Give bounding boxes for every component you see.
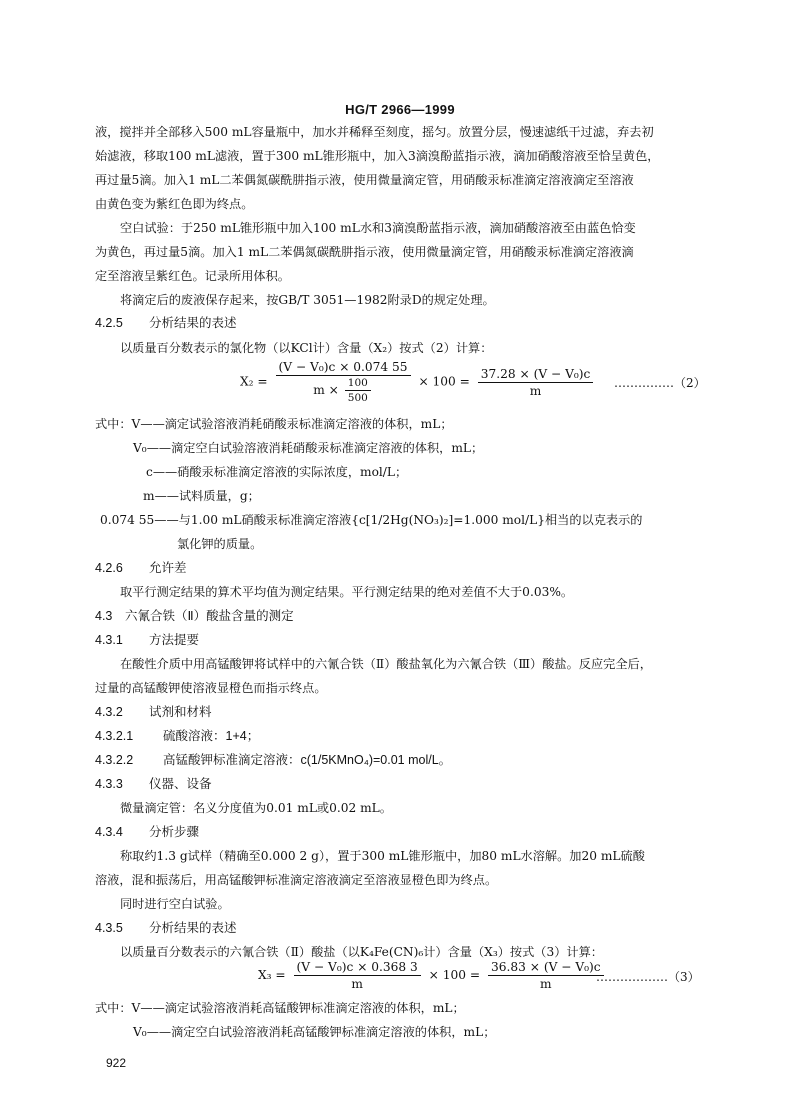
- definition-line: 式中：V——滴定试验溶液消耗高锰酸钾标准滴定溶液的体积，mL；: [95, 1001, 465, 1015]
- definition-line: 式中：V——滴定试验溶液消耗硝酸汞标准滴定溶液的体积，mL；: [95, 417, 453, 431]
- text-line: 将滴定后的废液保存起来，按GB/T 3051—1982附录D的规定处理。: [120, 293, 495, 307]
- definition-line: m——试料质量，g；: [143, 489, 260, 503]
- formula-lhs: X₂ =: [240, 374, 268, 389]
- fraction: $\frac{\text{36.83 × (V − V₀)c}}{m}$: [488, 960, 604, 991]
- section-number: 4.2.5: [95, 316, 123, 330]
- text-line: 在酸性介质中用高锰酸钾将试样中的六氰合铁（Ⅱ）酸盐氧化为六氰合铁（Ⅲ）酸盐。反应完全后，: [120, 657, 652, 671]
- text-line: 液，搅拌并全部移入500 mL容量瓶中，加水并稀释至刻度，摇匀。放置分层，慢速滤纸干过滤，弃去初: [95, 125, 654, 139]
- fraction: $\frac{100}{500}$: [345, 377, 371, 404]
- section-heading-4-2-6: 4.2.6 允许差: [95, 561, 187, 575]
- equation-number: ………………（3）: [596, 970, 700, 984]
- text-line: 始滤液，移取100 mL滤液，置于300 mL锥形瓶中，加入3滴溴酚蓝指示液，滴加硝酸溶液至恰呈黄色，: [95, 149, 660, 163]
- formula-2: X₂ = (V − V₀)c × 0.074 55 m × $\frac{100}{500}$ × 100 = $\frac{\text{37.28 × (V − V₀)c}}{m}$: [240, 360, 597, 404]
- text-line: 由黄色变为紫红色即为终点。: [95, 197, 254, 211]
- definition-line: 氯化钾的质量。: [177, 537, 263, 551]
- section-heading-4-3-3: 4.3.3 仪器、设备: [95, 777, 212, 791]
- text-line: 为黄色，再过量5滴。加入1 mL二苯偶氮碳酰肼指示液，使用微量滴定管，用硝酸汞标准滴定溶液滴: [95, 245, 634, 259]
- definition-line: V₀——滴定空白试验溶液消耗高锰酸钾标准滴定溶液的体积，mL；: [133, 1025, 496, 1039]
- fraction: $\frac{\text{37.28 × (V − V₀)c}}{m}$: [478, 367, 594, 398]
- text-line: 以质量百分数表示的氯化物（以KCl计）含量（X₂）按式（2）计算：: [120, 341, 493, 355]
- text-line: 取平行测定结果的算术平均值为测定结果。平行测定结果的绝对差值不大于0.03%。: [120, 585, 574, 599]
- section-heading-4-3-2: 4.3.2 试剂和材料: [95, 705, 212, 719]
- text-line: 过量的高锰酸钾使溶液显橙色而指示终点。: [95, 681, 327, 695]
- definition-line: 0.074 55——与1.00 mL硝酸汞标准滴定溶液{c[1/2Hg(NO₃)₂]=1.000 mol/L}相当的以克表示的: [100, 513, 643, 527]
- text-line: 定至溶液呈紫红色。记录所用体积。: [95, 269, 290, 283]
- equation-number: ……………（2）: [614, 376, 706, 390]
- section-title: 分析结果的表述: [149, 316, 237, 330]
- text-line: 以质量百分数表示的六氰合铁（Ⅱ）酸盐（以K₄Fe(CN)₆计）含量（X₃）按式（3）计算：: [120, 945, 603, 959]
- page-number: 922: [106, 1056, 127, 1070]
- section-heading-4-3-4: 4.3.4 分析步骤: [95, 825, 200, 839]
- section-heading-4-3-1: 4.3.1 方法提要: [95, 633, 200, 647]
- section-heading-4-3: 4.3 六氰合铁（Ⅱ）酸盐含量的测定: [95, 609, 294, 623]
- text-line: 再过量5滴。加入1 mL二苯偶氮碳酰肼指示液，使用微量滴定管，用硝酸汞标准滴定溶液滴定至溶液: [95, 173, 634, 187]
- fraction: $\frac{\text{(V − V₀)c × 0.368 3}}{m}$: [294, 960, 421, 991]
- fraction: (V − V₀)c × 0.074 55 m × $\frac{100}{500}$: [276, 360, 411, 404]
- section-heading-4-3-2-1: 4.3.2.1 硫酸溶液：1+4；: [95, 729, 260, 743]
- text-line: 空白试验：于250 mL锥形瓶中加入100 mL水和3滴溴酚蓝指示液，滴加硝酸溶液至由蓝色恰变: [120, 221, 636, 235]
- text-line: 微量滴定管：名义分度值为0.01 mL或0.02 mL。: [120, 801, 392, 815]
- standard-header: HG/T 2966—1999: [345, 102, 455, 117]
- text-line: 同时进行空白试验。: [120, 897, 230, 911]
- section-heading-4-2-5: [95, 315, 237, 331]
- section-heading-4-3-2-2: 4.3.2.2 高锰酸钾标准滴定溶液：c(1/5KMnO₄)=0.01 mol/L。: [95, 753, 452, 767]
- definition-line: V₀——滴定空白试验溶液消耗硝酸汞标准滴定溶液的体积，mL；: [133, 441, 484, 455]
- formula-3: X₃ = $\frac{\text{(V − V₀)c × 0.368 3}}{m}$ × 100 = $\frac{\text{36.83 × (V − V₀)c}}{m}$: [258, 960, 608, 991]
- section-heading-4-3-5: 4.3.5 分析结果的表述: [95, 921, 237, 935]
- text-line: 溶液，混和振荡后，用高锰酸钾标准滴定溶液滴定至溶液显橙色即为终点。: [95, 873, 498, 887]
- text-line: 称取约1.3 g试样（精确至0.000 2 g），置于300 mL锥形瓶中，加80 mL水溶解。加20 mL硫酸: [120, 849, 645, 863]
- definition-line: c——硝酸汞标准滴定溶液的实际浓度，mol/L；: [146, 465, 408, 479]
